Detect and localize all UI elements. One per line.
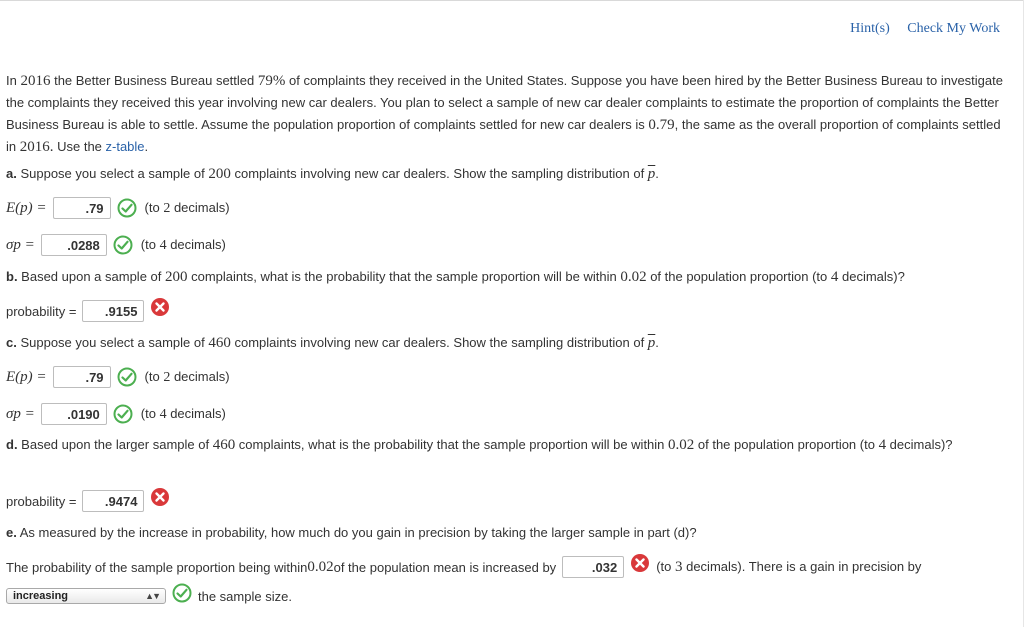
note-text: (to	[144, 199, 164, 215]
question-text: complaints involving new car dealers. Show the sampling distribution of	[230, 166, 648, 181]
intro-text: of complaints they received in the United States. Suppose you have been hired by the Better Business Bureau to investigate the complaints they received this year involving new car dealers. You plan to select a sample of new car dealer complaints to estimate the proportion of complaints the Better Business Bureau is able to settle. Assume the population proportion of complaints settled for new car dealers is	[6, 73, 1003, 132]
intro-text: Use the	[53, 139, 106, 154]
question-text: Suppose you select a sample of	[16, 166, 209, 181]
z-table-link[interactable]: z-table	[105, 139, 145, 154]
check-my-work-link[interactable]: Check My Work	[907, 21, 1000, 36]
decimals-number: 4	[830, 269, 839, 285]
expected-value-label: E(p) =	[6, 368, 47, 385]
note-text: decimals). There is a gain in precision by	[682, 558, 922, 574]
note-number: 3	[674, 558, 683, 575]
question-text: of the population proportion (to	[694, 437, 879, 452]
question-text: decimals)?	[886, 437, 953, 452]
part-label: e.	[6, 525, 17, 540]
question-text: Based upon the larger sample of	[17, 437, 213, 452]
sample-size: 460	[208, 335, 231, 351]
part-label: b.	[6, 269, 18, 284]
margin-value: 0.02	[307, 558, 334, 575]
select-arrows-icon: ▲▼	[145, 591, 159, 601]
question-text: complaints, what is the probability that the sample proportion will be within	[235, 437, 669, 452]
a-mean-row	[6, 197, 230, 219]
intro-paragraph	[6, 70, 1011, 158]
part-label: a.	[6, 166, 17, 181]
x-circle-icon	[630, 553, 650, 573]
intro-proportion: 0.79	[648, 117, 675, 133]
intro-text: , the same as the overall proportion of complaints settled in	[6, 117, 1001, 154]
decimals-number: 4	[878, 437, 887, 453]
p-bar-symbol: $\overline{p}$	[647, 335, 656, 351]
d-probability-input[interactable]: .9474	[82, 490, 144, 512]
a-sd-row	[6, 234, 226, 256]
sample-size: 200	[165, 269, 188, 285]
question-text: .	[655, 335, 659, 350]
note-number: 2	[163, 369, 171, 385]
question-text: Suppose you select a sample of	[16, 335, 209, 350]
e-select-row	[6, 588, 292, 604]
question-b	[6, 266, 905, 288]
note-text: (to	[144, 368, 164, 384]
answer-text: of the population mean is increased by	[333, 559, 557, 575]
check-circle-icon	[113, 404, 133, 424]
decimals-note	[141, 406, 226, 423]
d-prob-row	[6, 490, 170, 512]
x-circle-icon	[150, 297, 170, 317]
note-number: 4	[159, 237, 167, 253]
e-increase-input[interactable]: .032	[562, 556, 624, 578]
a-mean-input[interactable]: .79	[53, 197, 111, 219]
check-circle-icon	[172, 583, 192, 603]
precision-select[interactable]	[6, 588, 166, 604]
decimals-note	[145, 200, 230, 217]
note-text: (to	[656, 558, 675, 574]
hints-link[interactable]: Hint(s)	[850, 21, 890, 36]
intro-text: In	[6, 73, 21, 88]
sample-size: 460	[212, 437, 236, 453]
p-bar-symbol: $\overline{p}$	[647, 166, 656, 182]
intro-text: .	[144, 139, 149, 154]
margin-value: 0.02	[620, 269, 647, 285]
intro-percent: 79%	[257, 73, 286, 89]
check-circle-icon	[113, 235, 133, 255]
expected-value-label: E(p) =	[6, 199, 47, 216]
note-text: (to	[140, 405, 160, 421]
c-sd-row	[6, 403, 226, 425]
note-text: decimals)	[170, 368, 230, 384]
select-value: increasing	[13, 590, 69, 602]
margin-value: 0.02	[668, 437, 695, 453]
sample-size: 200	[208, 166, 231, 182]
note-number: 4	[159, 406, 167, 422]
note-text: decimals)	[170, 199, 230, 215]
note-number: 2	[163, 200, 171, 216]
e-answer-row	[6, 556, 921, 578]
question-text: decimals)?	[838, 269, 905, 284]
intro-text: the Better Business Bureau settled	[50, 73, 258, 88]
note-text: decimals)	[166, 236, 226, 252]
question-e	[6, 522, 697, 544]
intro-year: 2016	[20, 73, 51, 89]
c-sd-input[interactable]: .0190	[41, 403, 107, 425]
std-error-label: σp =	[6, 405, 35, 422]
header-links	[836, 21, 1000, 37]
c-mean-input[interactable]: .79	[53, 366, 111, 388]
top-border	[0, 0, 1024, 1]
question-d	[6, 434, 1011, 456]
answer-text: the sample size.	[198, 588, 292, 604]
question-a	[6, 163, 659, 185]
c-mean-row	[6, 366, 230, 388]
decimals-note	[656, 559, 921, 576]
question-text: Based upon a sample of	[17, 269, 165, 284]
answer-text: The probability of the sample proportion being within	[6, 559, 308, 575]
question-text: complaints, what is the probability that the sample proportion will be within	[187, 269, 621, 284]
b-probability-input[interactable]: .9155	[82, 300, 144, 322]
check-circle-icon	[117, 198, 137, 218]
decimals-note	[145, 369, 230, 386]
question-text: As measured by the increase in probability, how much do you gain in precision by taking the larger sample in part (d)?	[16, 525, 697, 540]
intro-year: 2016.	[19, 139, 54, 155]
part-label: c.	[6, 335, 17, 350]
decimals-note	[141, 237, 226, 254]
question-text: complaints involving new car dealers. Show the sampling distribution of	[230, 335, 648, 350]
a-sd-input[interactable]: .0288	[41, 234, 107, 256]
x-circle-icon	[150, 487, 170, 507]
probability-label: probability =	[6, 493, 77, 509]
b-prob-row	[6, 300, 170, 322]
note-text: decimals)	[166, 405, 226, 421]
question-text: .	[655, 166, 659, 181]
probability-label: probability =	[6, 303, 77, 319]
question-text: of the population proportion (to	[646, 269, 831, 284]
check-circle-icon	[117, 367, 137, 387]
std-error-label: σp =	[6, 236, 35, 253]
question-c	[6, 332, 659, 354]
part-label: d.	[6, 437, 18, 452]
note-text: (to	[140, 236, 160, 252]
